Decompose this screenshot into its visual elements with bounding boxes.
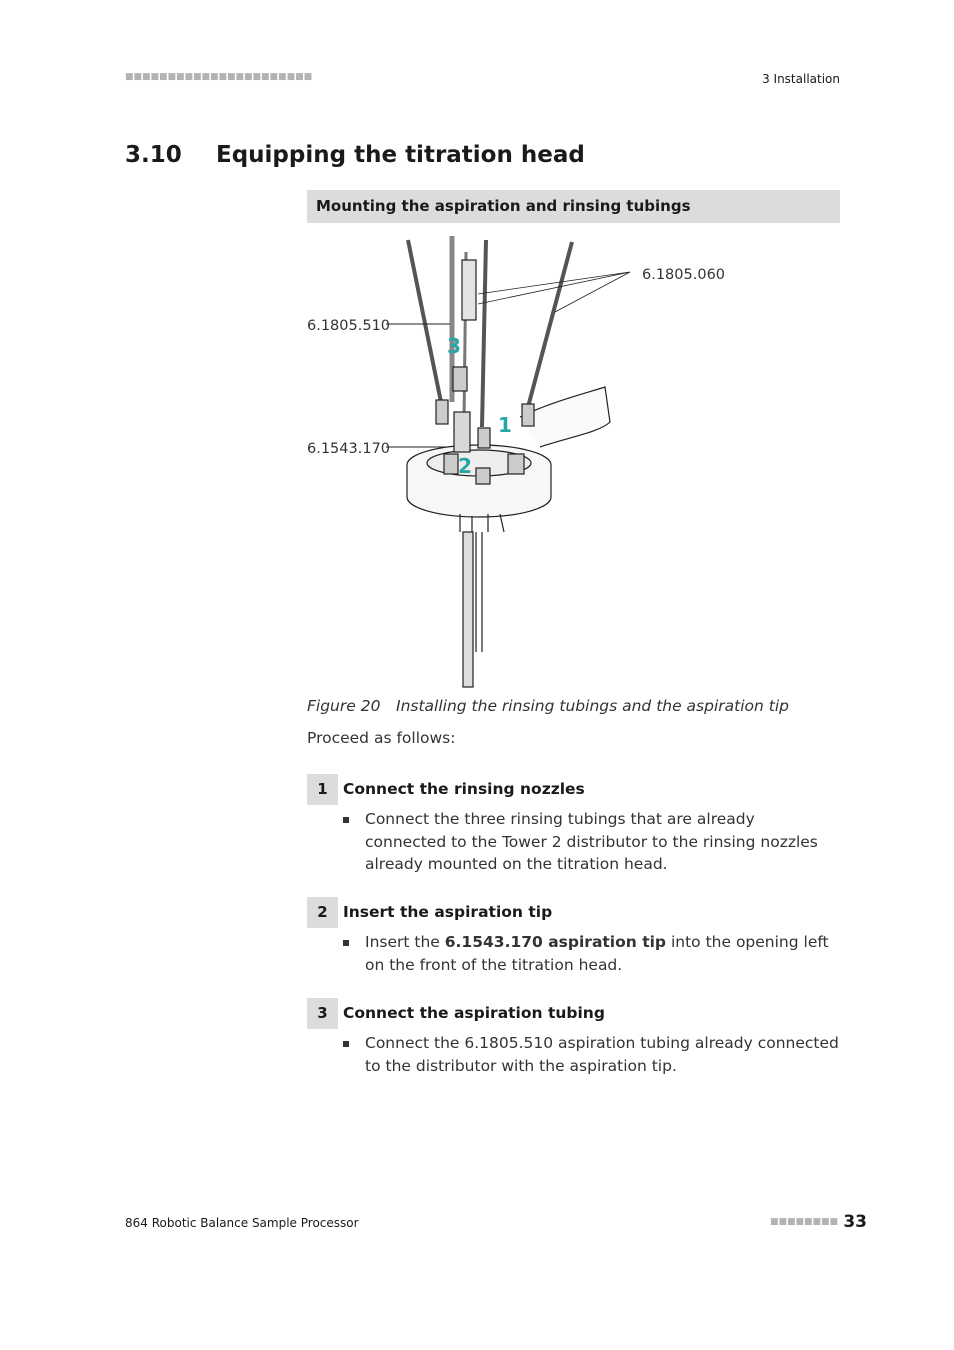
figure-number: Figure 20 — [307, 697, 381, 715]
callout-2: 2 — [458, 454, 472, 478]
subheading: Mounting the aspiration and rinsing tubings — [307, 190, 840, 223]
section-title — [125, 142, 585, 168]
figure-caption-text: Installing the rinsing tubings and the aspiration tip — [396, 697, 789, 715]
step-bullet — [343, 808, 840, 876]
callout-1: 1 — [498, 413, 512, 437]
titration-head-figure — [300, 232, 740, 692]
step-title: Insert the aspiration tip — [343, 903, 553, 921]
bullet-prefix: Insert the — [365, 933, 445, 951]
page-number: 33 — [843, 1212, 867, 1232]
label-rinsing-tubing: 6.1805.060 — [642, 267, 726, 283]
step-bullet-text: Connect the 6.1805.510 aspiration tubing already connected to the distributor with the aspiration tip. — [365, 1034, 839, 1075]
section-title-text: Equipping the titration head — [216, 142, 585, 168]
bullet-bold: 6.1543.170 aspiration tip — [444, 933, 667, 951]
footer-product: 864 Robotic Balance Sample Processor — [125, 1216, 359, 1230]
header-chapter: 3 Installation — [762, 72, 840, 86]
step-bullet — [343, 1032, 840, 1077]
bullet-suffix: into the opening left on the front of the titration head. — [365, 933, 829, 974]
step-number: 2 — [307, 897, 338, 928]
step-bullet-text — [343, 931, 840, 976]
header-decoration: ■■■■■■■■■■■■■■■■■■■■■■ — [125, 72, 313, 82]
callout-3: 3 — [447, 334, 461, 358]
step-bullet — [343, 931, 840, 976]
bullet-square-icon — [343, 940, 349, 946]
step-bullet-text: Connect the three rinsing tubings that are already connected to the Tower 2 distributor to the rinsing nozzles already mounted on the titration head. — [365, 810, 818, 873]
step-number: 1 — [307, 774, 338, 805]
bullet-square-icon — [343, 1041, 349, 1047]
step-title: Connect the aspiration tubing — [343, 1004, 605, 1022]
bullet-square-icon — [343, 817, 349, 823]
footer-decoration: ■■■■■■■■ — [769, 1217, 838, 1227]
intro-text: Proceed as follows: — [307, 729, 456, 747]
label-aspiration-tip: 6.1543.170 — [307, 441, 391, 457]
step-title: Connect the rinsing nozzles — [343, 780, 585, 798]
figure-caption — [307, 697, 789, 715]
step-number: 3 — [307, 998, 338, 1029]
section-number: 3.10 — [125, 142, 182, 168]
label-aspiration-tubing: 6.1805.510 — [307, 318, 391, 334]
